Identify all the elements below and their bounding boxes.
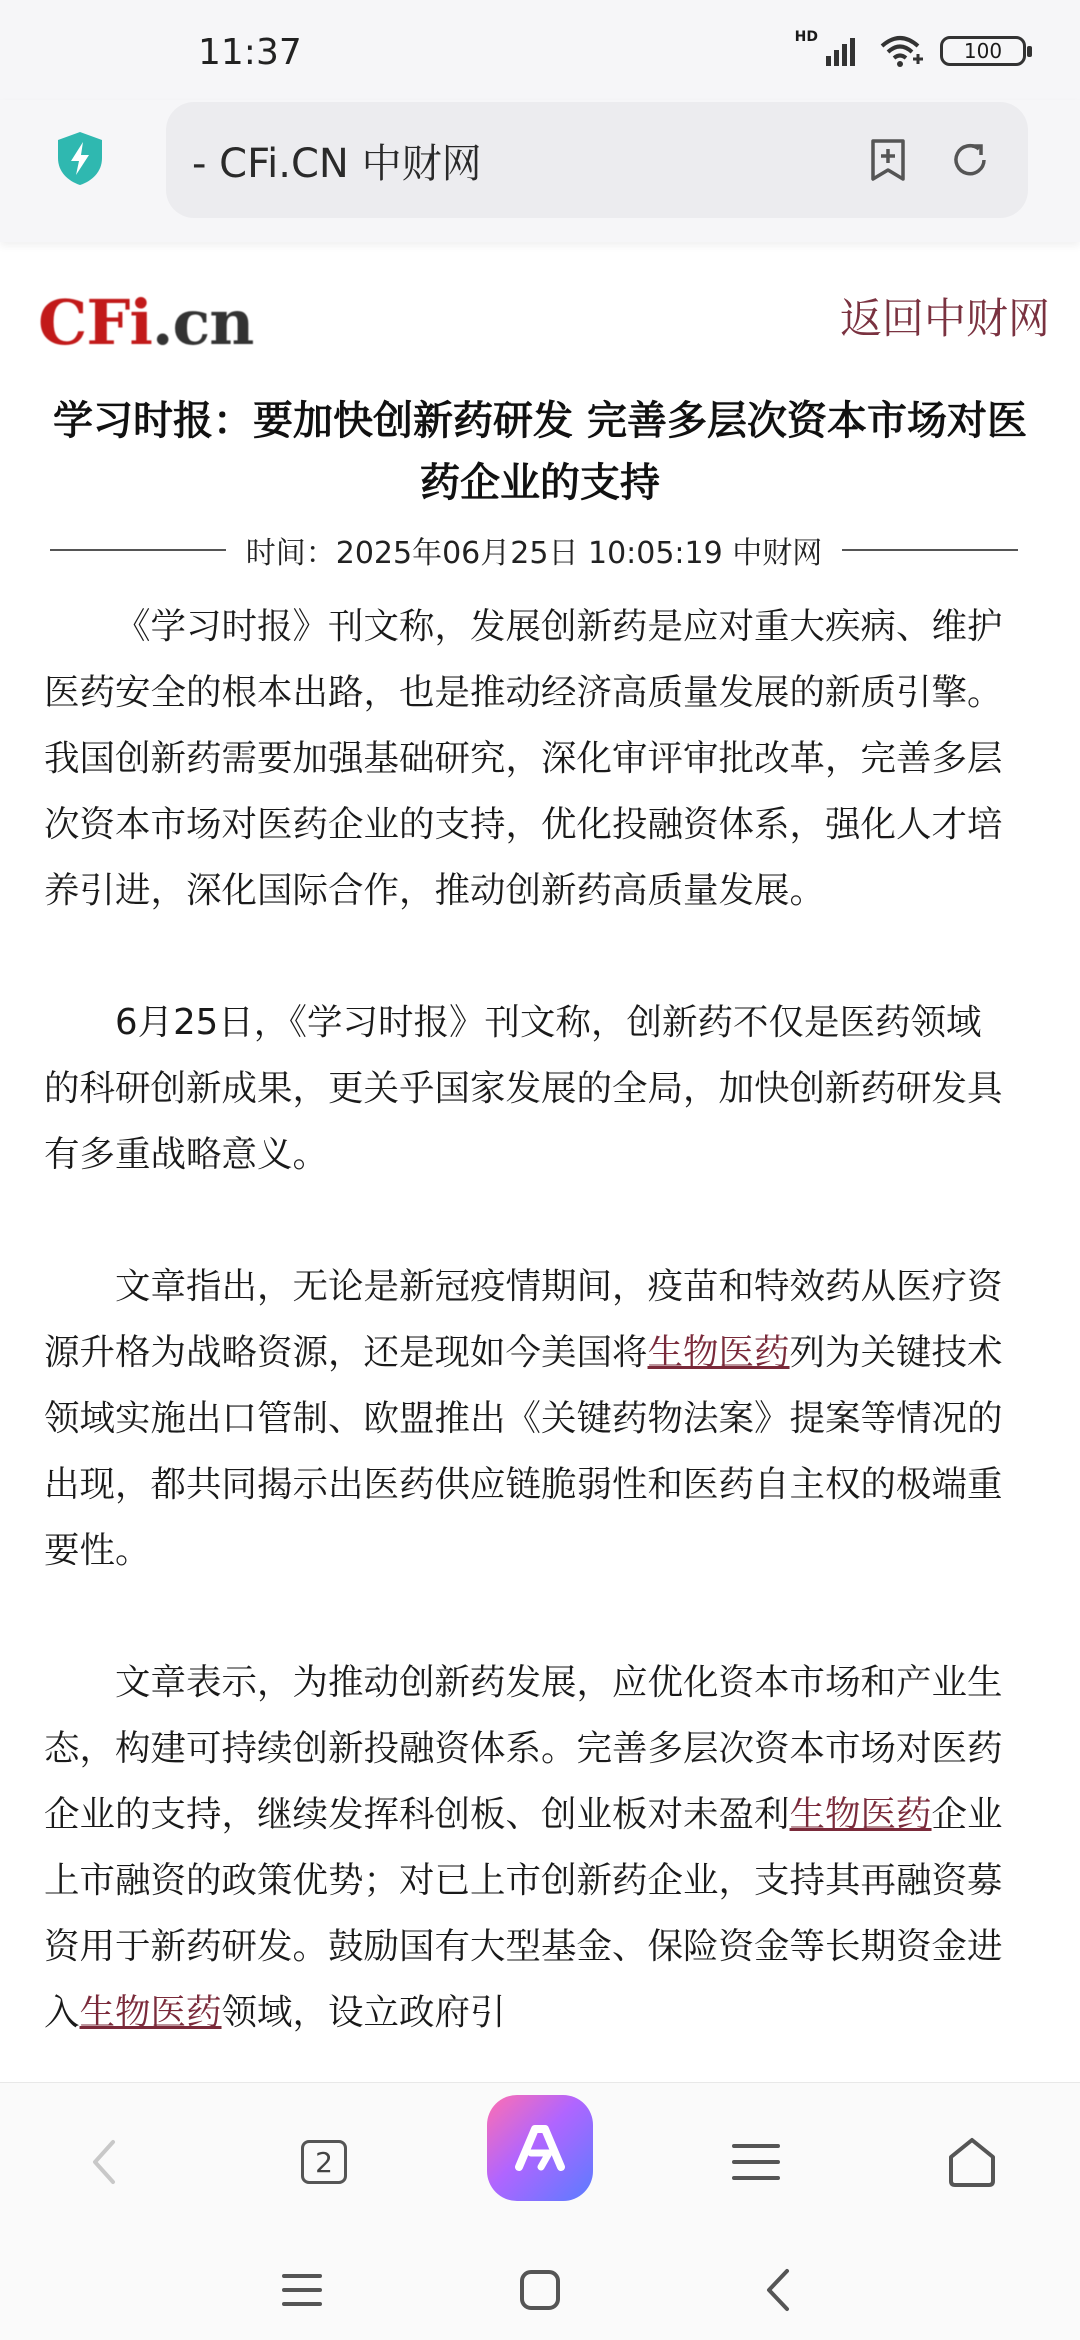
refresh-icon[interactable] <box>946 136 994 184</box>
cfi-logo[interactable] <box>38 286 253 359</box>
paragraph: 文章表示，为推动创新药发展，应优化资本市场和产业生态，构建可持续创新投融资体系。完善多层次资本市场对医药企业的支持，继续发挥科创板、创业板对未盈利生物医药企业上市融资的政策优势；对已上市创新药企业，支持其再融资募资用于新药研发。鼓励国有大型基金、保险资金等长期资金进入生物医药领域，设立政府引 <box>44 1662 1003 2033</box>
battery-icon <box>940 36 1026 66</box>
web-content[interactable] <box>0 242 1080 2082</box>
menu-icon <box>731 2140 781 2184</box>
signal-icon <box>826 36 864 66</box>
recents-button[interactable] <box>272 2260 332 2320</box>
home-icon <box>945 2135 999 2189</box>
keyword-link[interactable]: 生物医药 <box>79 1992 222 2033</box>
browser-bottom-nav <box>0 2082 1080 2243</box>
address-bar[interactable] <box>166 102 1028 218</box>
battery-level: 100 <box>963 39 1003 63</box>
back-button[interactable] <box>60 2117 150 2207</box>
system-navigation-bar <box>0 2242 1080 2340</box>
wifi-icon <box>878 34 926 68</box>
paragraph: 6月25日，《学习时报》刊文称，创新药不仅是医药领域的科研创新成果，更关乎国家发展的全局，加快创新药研发具有多重战略意义。 <box>44 1002 1003 1175</box>
recents-icon <box>281 2271 323 2309</box>
browser-toolbar <box>0 100 1080 242</box>
add-bookmark-icon[interactable] <box>864 136 912 184</box>
paragraph: 文章指出，无论是新冠疫情期间，疫苗和特效药从医疗资源升格为战略资源，还是现如今美国将生物医药列为关键技术领域实施出口管制、欧盟推出《关键药物法案》提案等情况的出现，都共同揭示出医药供应链脆弱性和医药自主权的极端重要性。 <box>44 1266 1003 1571</box>
system-back-button[interactable] <box>748 2260 808 2320</box>
article-body <box>44 594 1014 2082</box>
article-title: 学习时报：要加快创新药研发 完善多层次资本市场对医药企业的支持 <box>53 398 1027 506</box>
keyword-link[interactable]: 生物医药 <box>789 1794 932 1835</box>
logo-dot: . <box>151 286 173 359</box>
logo-cfi: CFi <box>38 286 152 359</box>
home-button[interactable] <box>927 2117 1017 2207</box>
divider <box>842 549 1018 551</box>
divider <box>50 549 226 551</box>
shield-lightning-icon[interactable] <box>50 128 110 188</box>
url-text[interactable]: - CFi.CN 中财网 <box>192 141 482 187</box>
status-bar <box>0 0 1080 100</box>
tabs-button[interactable] <box>279 2117 369 2207</box>
ai-assistant-button[interactable] <box>487 2095 593 2201</box>
system-home-button[interactable] <box>510 2260 570 2320</box>
status-time: 11:37 <box>198 32 302 73</box>
hd-label: HD <box>794 29 818 45</box>
back-to-cfi-link[interactable]: 返回中财网 <box>839 294 1050 343</box>
keyword-link[interactable]: 生物医药 <box>647 1332 790 1373</box>
back-icon <box>85 2136 125 2188</box>
logo-cn: cn <box>172 286 254 359</box>
menu-button[interactable] <box>711 2117 801 2207</box>
ai-assistant-icon <box>511 2119 569 2177</box>
paragraph: 《学习时报》刊文称，发展创新药是应对重大疾病、维护医药安全的根本出路，也是推动经济高质量发展的新质引擎。我国创新药需要加强基础研究，深化审评审批改革，完善多层次资本市场对医药企业的支持，优化投融资体系，强化人才培养引进，深化国际合作，推动创新药高质量发展。 <box>44 606 1003 911</box>
home-square-icon <box>518 2268 562 2312</box>
back-arrow-icon <box>761 2267 795 2313</box>
tabs-icon <box>301 2140 347 2184</box>
status-icons <box>789 29 1026 68</box>
publish-time: 时间：2025年06月25日 10:05:19 中财网 <box>245 536 823 571</box>
article-meta <box>50 530 1018 570</box>
tabs-count: 2 <box>315 2145 333 2179</box>
